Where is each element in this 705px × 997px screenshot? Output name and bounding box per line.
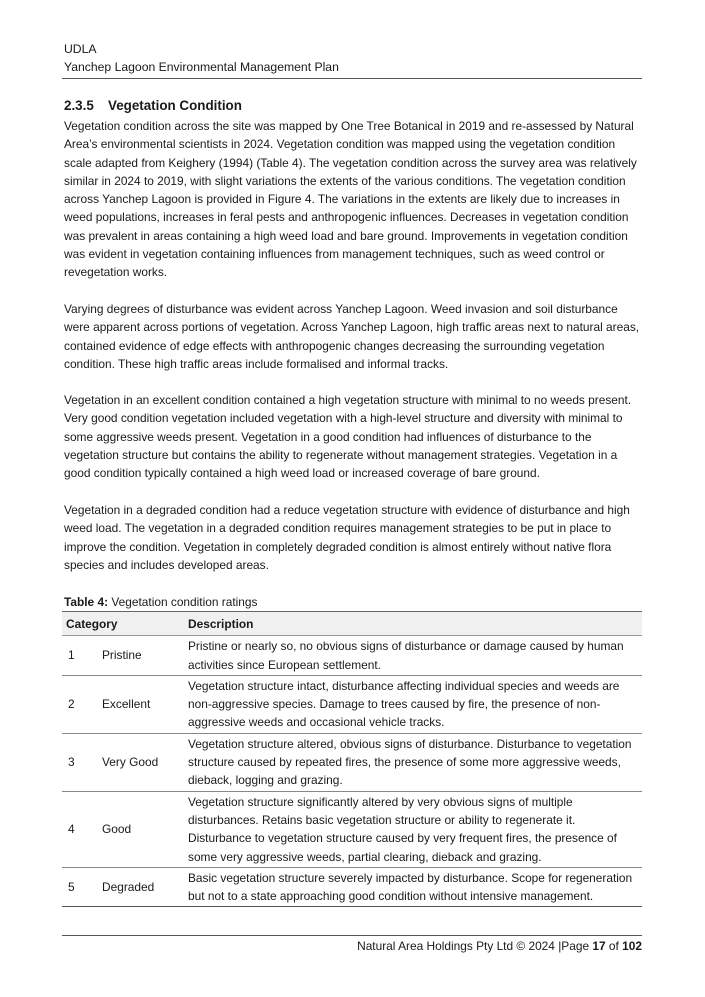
table-row (62, 791, 642, 867)
row-description: Vegetation structure altered, obvious signs of disturbance. Disturbance to vegetation structure caused by repeated fires, the presence of some more aggressive weeds, dieback, logging and grazing. (184, 733, 642, 791)
paragraph-3: Vegetation in an excellent condition contained a high vegetation structure with minimal to no weeds present. Very good condition vegetation included vegetation with a high-level structure and diversity with minimal to some aggressive weeds present. Vegetation in a good condition had influences of disturbance to the vegetation structure but contains the ability to regenerate without management strategies. Vegetation in a good condition typically contained a high weed load or increased coverage of bare ground. (64, 393, 632, 481)
row-category: Very Good (98, 733, 184, 791)
row-number: 4 (62, 791, 98, 867)
footer-page-number: 17 (592, 939, 606, 953)
row-category: Pristine (98, 636, 184, 676)
row-description: Vegetation structure intact, disturbance affecting individual species and weeds are non-aggressive species. Damage to trees caused by fire, the presence of non-aggressive weeds and occasional vehicle tracks. (184, 675, 642, 733)
table-caption (64, 594, 257, 610)
footer-page-total: 102 (622, 939, 642, 953)
section-number: 2.3.5 (64, 98, 94, 113)
table-row (62, 867, 642, 907)
row-number: 1 (62, 636, 98, 676)
paragraph-2: Varying degrees of disturbance was evident across Yanchep Lagoon. Weed invasion and soil disturbance were apparent across portions of vegetation. Across Yanchep Lagoon, high traffic areas next to natural areas, contained evidence of edge effects with anthropogenic changes decreasing the surrounding vegetation condition. These high traffic areas include formalised and informal tracks. (64, 302, 640, 371)
table-header-row (62, 612, 642, 636)
header-divider (62, 78, 642, 79)
vegetation-condition-table (62, 611, 642, 907)
paragraph-1: Vegetation condition across the site was mapped by One Tree Botanical in 2019 and re-assessed by Natural Area’s environmental scientists in 2024. Vegetation condition was mapped using the vegetation condition scale adapted from Keighery (1994) (Table 4). The vegetation condition across the survey area was relatively similar in 2024 to 2019, with slight variations the extents of the various conditions. The vegetation condition across Yanchep Lagoon is provided in Figure 4. The variations in the extents are likely due to increases in weed populations, increases in feral pests and anthropogenic influences. Decreases in vegetation condition was prevalent in areas containing a high weed load and bare ground. Improvements in vegetation condition was evident in vegetation containing influences from management techniques, such as weed control or revegetation works. (64, 119, 637, 280)
row-number: 5 (62, 867, 98, 907)
page-header (64, 40, 642, 76)
header-doc-title: Yanchep Lagoon Environmental Management Plan (64, 60, 339, 74)
footer-divider (62, 935, 642, 936)
footer-company: Natural Area Holdings Pty Ltd © 2024 |Page (357, 939, 593, 953)
table-caption-text: Vegetation condition ratings (108, 595, 258, 609)
row-number: 3 (62, 733, 98, 791)
header-description: Description (184, 612, 642, 636)
row-category: Good (98, 791, 184, 867)
row-number: 2 (62, 675, 98, 733)
row-category: Excellent (98, 675, 184, 733)
table-row (62, 636, 642, 676)
page-footer (357, 938, 642, 954)
row-description: Pristine or nearly so, no obvious signs of disturbance or damage caused by human activities since European settlement. (184, 636, 642, 676)
header-org: UDLA (64, 42, 97, 56)
table-row (62, 675, 642, 733)
footer-of: of (605, 939, 623, 953)
row-description: Vegetation structure significantly altered by very obvious signs of multiple disturbances. Retains basic vegetation structure or ability to regenerate it. Disturbance to vegetation structure caused by very frequent fires, the presence of some very aggressive weeds, partial clearing, dieback and grazing. (184, 791, 642, 867)
table-caption-label: Table 4: (64, 595, 109, 609)
section-heading (64, 97, 242, 115)
row-description: Basic vegetation structure severely impacted by disturbance. Scope for regeneration but not to a state approaching good condition without intensive management. (184, 867, 642, 907)
row-category: Degraded (98, 867, 184, 907)
section-title: Vegetation Condition (108, 98, 242, 113)
paragraph-4: Vegetation in a degraded condition had a reduce vegetation structure with evidence of disturbance and high weed load. The vegetation in a degraded condition requires management strategies to be put in place to improve the condition. Vegetation in completely degraded condition is almost entirely without native flora species and includes developed areas. (64, 503, 630, 572)
table-row (62, 733, 642, 791)
header-category: Category (62, 612, 184, 636)
